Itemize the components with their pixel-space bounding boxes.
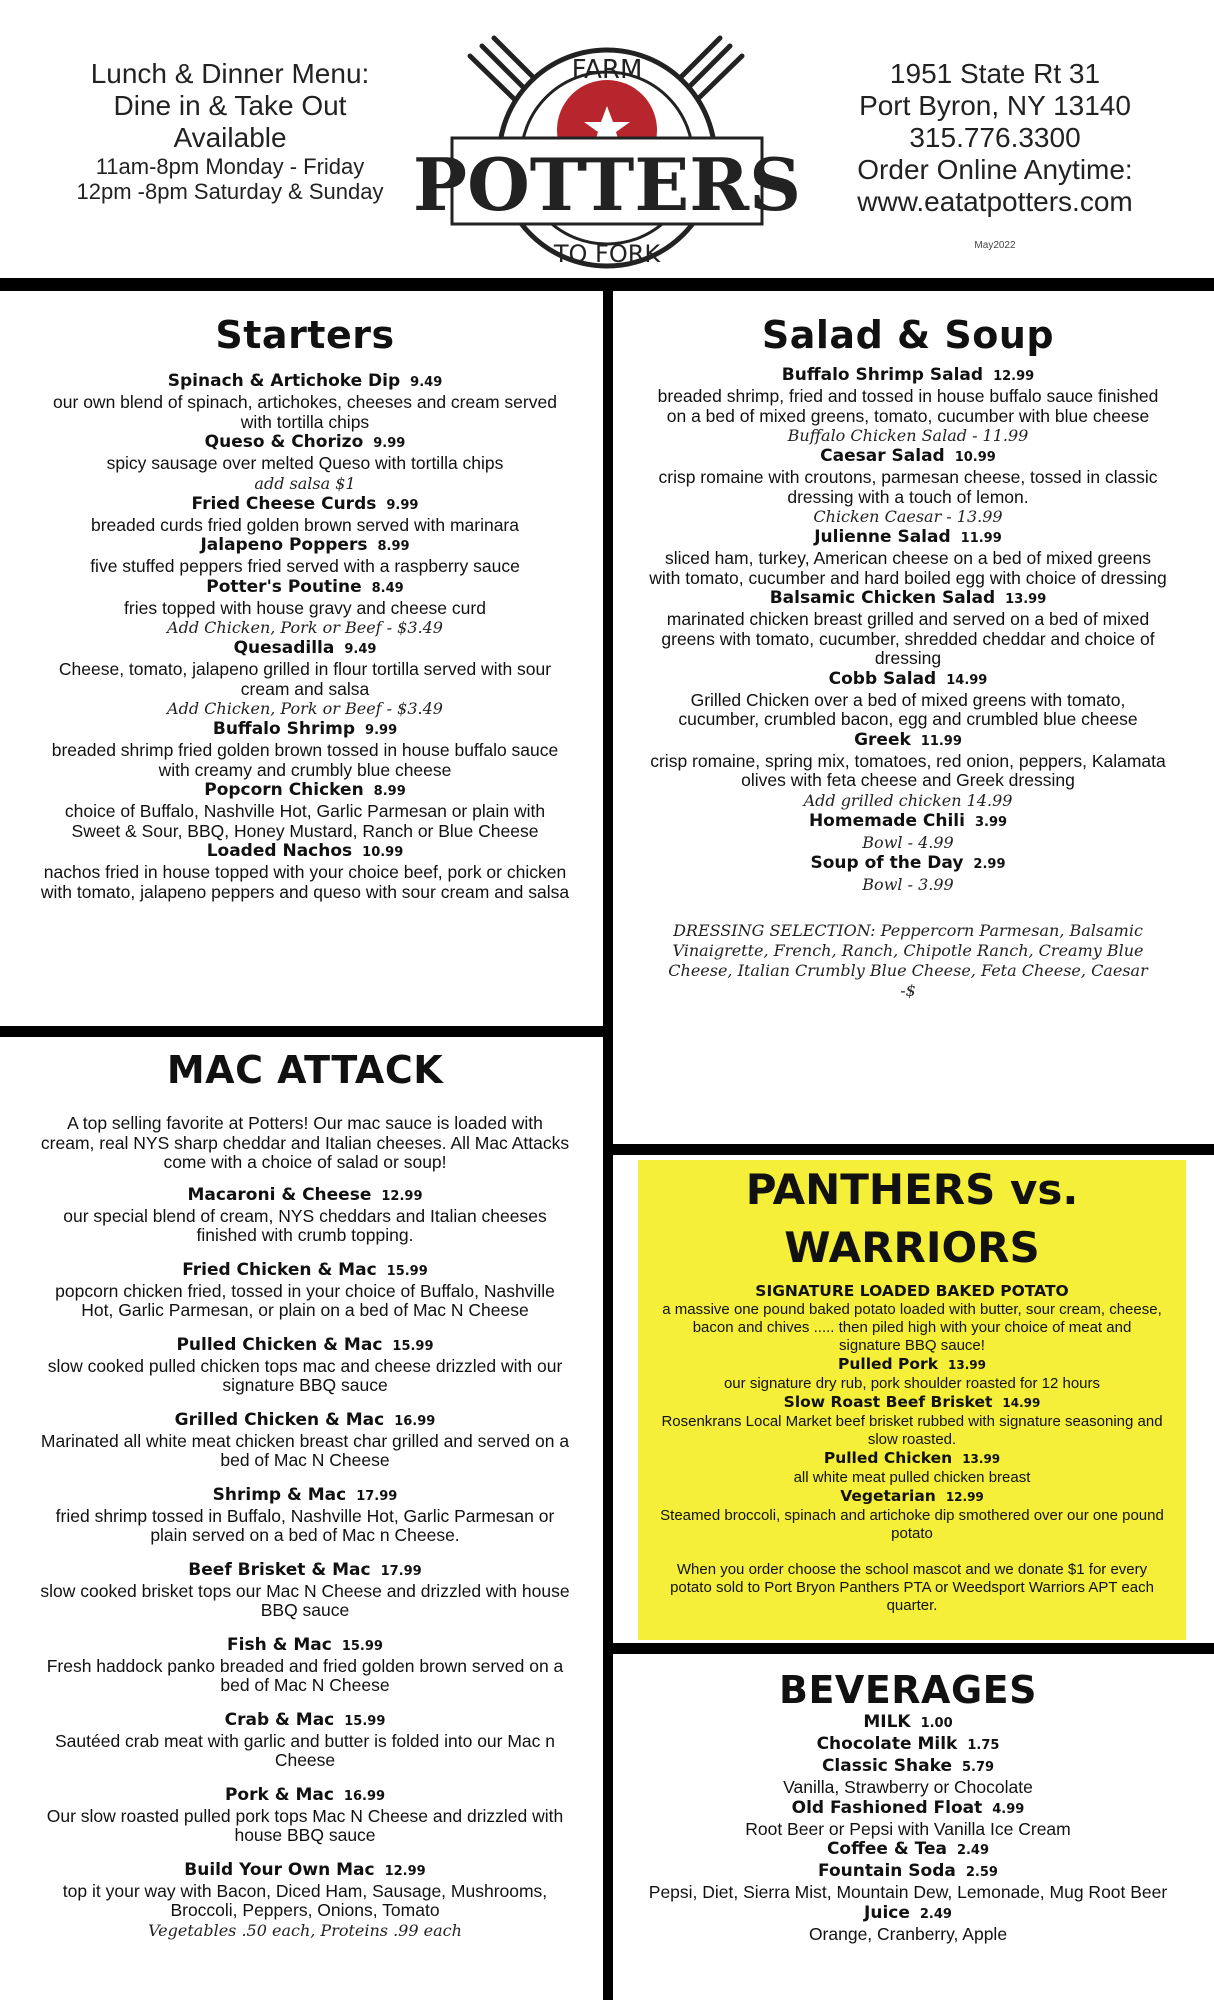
item-title: Grilled Chicken & Mac	[174, 1409, 385, 1430]
item-description: slow cooked pulled chicken tops mac and cheese drizzled with our signature BBQ sauce	[47, 1355, 563, 1395]
item-description: spicy sausage over melted Queso with tortilla chips	[106, 453, 504, 473]
item-name	[40, 1785, 570, 1807]
item-name	[40, 1635, 570, 1657]
menu-item	[648, 1861, 1168, 1903]
item-title: Shrimp & Mac	[212, 1484, 347, 1505]
dressing-selection: DRESSING SELECTION: Peppercorn Parmesan, Balsamic Vinaigrette, French, Ranch, Chipotle Ranch, Creamy Blue Cheese, Italian Crumbly Blue Cheese, Feta Cheese, Caesar -$	[668, 920, 1148, 1000]
divider	[0, 278, 1214, 291]
item-name	[40, 577, 570, 599]
item-name	[648, 1861, 1168, 1883]
item-description: crisp romaine, spring mix, tomatoes, red onion, peppers, Kalamata olives with feta cheese and Greek dressing	[650, 750, 1166, 790]
item-name	[40, 1560, 570, 1582]
item-description: marinated chicken breast grilled and served on a bed of mixed greens with tomato, cucumber, shredded cheddar and choice of dressing	[661, 609, 1155, 668]
city-line: Port Byron, NY 13140	[859, 90, 1131, 121]
item-price: 9.99	[373, 436, 406, 451]
item-note: Chicken Caesar - 13.99	[813, 507, 1003, 526]
item-price: 8.99	[377, 539, 410, 554]
menu-item	[660, 1282, 1164, 1355]
item-price: 11.99	[960, 531, 1002, 546]
item-description: breaded curds fried golden brown served with marinara	[90, 514, 519, 535]
menu-item	[40, 638, 570, 719]
item-name	[660, 1355, 1164, 1375]
logo-top-text: FARM	[571, 55, 643, 85]
item-title: Slow Roast Beef Brisket	[783, 1393, 993, 1411]
order-online-line: Order Online Anytime:	[857, 154, 1133, 185]
item-title: Macaroni & Cheese	[187, 1184, 372, 1205]
item-description: crisp romaine with croutons, parmesan cheese, tossed in classic dressing with a touch of lemon.	[658, 467, 1158, 507]
item-title: SIGNATURE LOADED BAKED POTATO	[755, 1282, 1069, 1300]
item-title: Pork & Mac	[224, 1784, 334, 1805]
item-description: fried shrimp tossed in Buffalo, Nashville Hot, Garlic Parmesan or plain served on a bed of Mac n Cheese.	[55, 1505, 555, 1545]
item-title: Pulled Pork	[838, 1355, 939, 1373]
item-price: 9.99	[386, 497, 419, 513]
item-price: 17.99	[380, 1563, 422, 1579]
item-description: slow cooked brisket tops our Mac N Cheese and drizzled with house BBQ sauce	[40, 1580, 570, 1620]
item-price: 4.99	[992, 1801, 1025, 1817]
item-price: 12.99	[384, 1863, 426, 1879]
item-title: Balsamic Chicken Salad	[769, 588, 996, 608]
section-title: MAC ATTACK	[166, 1048, 444, 1092]
item-name	[40, 1410, 570, 1432]
item-name	[648, 527, 1168, 549]
item-name	[40, 780, 570, 802]
menu-item	[40, 1860, 570, 1941]
menu-item	[40, 1335, 570, 1396]
item-title: Fried Chicken & Mac	[182, 1259, 377, 1280]
item-price: 9.49	[410, 375, 443, 390]
item-title: Fish & Mac	[227, 1634, 332, 1655]
item-name	[648, 730, 1168, 752]
item-name	[648, 588, 1168, 610]
item-description: Vanilla, Strawberry or Chocolate	[783, 1777, 1033, 1797]
website-link[interactable]: www.eatatpotters.com	[857, 186, 1133, 217]
address-line: 1951 State Rt 31	[889, 58, 1101, 89]
item-name	[660, 1449, 1164, 1469]
item-price: 15.99	[386, 1263, 428, 1279]
item-price: 9.49	[344, 642, 377, 657]
item-note: add salsa $1	[254, 473, 356, 493]
menu-item	[40, 1560, 570, 1621]
item-description: sliced ham, turkey, American cheese on a bed of mixed greens with tomato, cucumber and hard boiled egg with choice of dressing	[649, 548, 1167, 588]
item-title: Caesar Salad	[820, 446, 945, 466]
header-line: Lunch & Dinner Menu:	[90, 58, 370, 89]
item-price: 14.99	[1002, 1396, 1041, 1410]
item-title: Loaded Nachos	[206, 841, 353, 861]
logo-main-text: POTTERS	[412, 142, 802, 227]
item-title: Popcorn Chicken	[204, 780, 364, 800]
item-name	[40, 1485, 570, 1507]
menu-item	[648, 365, 1168, 446]
item-price: 15.99	[392, 1338, 434, 1354]
salad-list	[648, 365, 1168, 895]
item-title: Spinach & Artichoke Dip	[167, 371, 401, 391]
item-title: Queso & Chorizo	[204, 432, 364, 452]
item-description: fries topped with house gravy and cheese curd	[124, 597, 486, 618]
header-info	[40, 58, 420, 204]
menu-item	[648, 811, 1168, 853]
menu-item	[40, 1635, 570, 1696]
item-description: Sautéed crab meat with garlic and butter is folded into our Mac n Cheese	[55, 1730, 555, 1770]
item-note: Vegetables .50 each, Proteins .99 each	[148, 1920, 462, 1940]
item-description: Cheese, tomato, jalapeno grilled in flour tortilla served with sour cream and salsa	[58, 659, 552, 699]
menu-item	[648, 588, 1168, 669]
mac-list	[40, 1185, 570, 1941]
item-title: Cobb Salad	[828, 668, 937, 689]
item-price: 12.99	[993, 369, 1035, 384]
item-price: 8.49	[371, 580, 404, 596]
beverages-section	[648, 1668, 1168, 1944]
item-description: nachos fried in house topped with your choice beef, pork or chicken with tomato, jalapeno peppers and queso with sour cream and salsa	[40, 862, 570, 902]
menu-date: May2022	[974, 240, 1016, 251]
item-description: Fresh haddock panko breaded and fried golden brown served on a bed of Mac N Cheese	[46, 1655, 564, 1695]
item-title: Jalapeno Poppers	[200, 535, 368, 555]
header-line: Dine in & Take Out	[113, 90, 347, 121]
item-price: 13.99	[948, 1358, 986, 1372]
item-name	[40, 371, 570, 393]
menu-item	[660, 1393, 1164, 1449]
item-price: 8.99	[373, 784, 406, 799]
item-description: all white meat pulled chicken breast	[793, 1469, 1031, 1486]
item-note: Add Chicken, Pork or Beef - $3.49	[167, 618, 443, 637]
item-description: breaded shrimp fried golden brown tossed in house buffalo sauce with creamy and crumbly blue cheese	[51, 740, 559, 780]
item-price: 12.99	[381, 1188, 423, 1204]
item-title: Buffalo Shrimp	[212, 719, 356, 739]
starters-section	[40, 313, 570, 902]
item-name	[40, 719, 570, 741]
divider	[613, 1643, 1214, 1654]
item-name	[648, 1903, 1168, 1925]
item-price: 17.99	[356, 1488, 398, 1504]
item-price: 16.99	[394, 1413, 436, 1429]
menu-item	[40, 371, 570, 432]
item-name	[648, 446, 1168, 468]
item-description: Root Beer or Pepsi with Vanilla Ice Cream	[745, 1818, 1071, 1839]
item-description: breaded shrimp, fried and tossed in house buffalo sauce finished on a bed of mixed greens, tomato, cucumber with blue cheese	[657, 386, 1159, 426]
item-name	[40, 1860, 570, 1882]
item-description: Steamed broccoli, spinach and artichoke dip smothered over our one pound potato	[660, 1507, 1164, 1542]
divider	[603, 291, 613, 2000]
item-description: Our slow roasted pulled pork tops Mac N Cheese and drizzled with house BBQ sauce	[46, 1805, 564, 1845]
menu-item	[40, 780, 570, 841]
item-price: 2.49	[956, 1843, 990, 1858]
divider	[613, 1144, 1214, 1155]
item-price: 11.99	[920, 733, 962, 749]
item-price: 15.99	[341, 1638, 383, 1654]
item-title: Classic Shake	[821, 1756, 952, 1776]
mac-intro: A top selling favorite at Potters! Our mac sauce is loaded with cream, real NYS sharp cheddar and Italian cheeses. All Mac Attacks come with a choice of salad or soup!	[40, 1113, 570, 1172]
menu-item	[660, 1355, 1164, 1393]
item-price: 5.79	[961, 1760, 995, 1775]
item-title: Homemade Chili	[808, 810, 965, 831]
item-title: Crab & Mac	[224, 1709, 335, 1730]
item-name	[660, 1282, 1164, 1301]
item-title: Fountain Soda	[818, 1861, 956, 1881]
item-price: 3.99	[974, 814, 1008, 830]
item-price: 1.75	[967, 1738, 1000, 1753]
item-title: Potter's Poutine	[206, 576, 362, 597]
item-description: Pepsi, Diet, Sierra Mist, Mountain Dew, Lemonade, Mug Root Beer	[648, 1882, 1168, 1902]
menu-item	[648, 1903, 1168, 1945]
item-name	[40, 1185, 570, 1207]
item-title: Build Your Own Mac	[184, 1859, 375, 1880]
item-price: 1.00	[920, 1716, 953, 1731]
item-name	[648, 1756, 1168, 1778]
item-title: Buffalo Shrimp Salad	[781, 365, 984, 385]
item-title: Soup of the Day	[810, 852, 964, 873]
menu-item	[660, 1449, 1164, 1487]
hours-line: 11am-8pm Monday - Friday	[95, 154, 365, 179]
item-name	[648, 1798, 1168, 1820]
item-description: choice of Buffalo, Nashville Hot, Garlic Parmesan or plain with Sweet & Sour, BBQ, Honey Mustard, Ranch or Blue Cheese	[64, 801, 546, 841]
promo-list	[638, 1282, 1186, 1543]
item-title: Old Fashioned Float	[791, 1797, 983, 1818]
section-title: Starters	[215, 313, 395, 357]
item-title: Quesadilla	[233, 638, 335, 658]
item-name	[660, 1487, 1164, 1507]
item-name	[660, 1393, 1164, 1413]
item-description: our signature dry rub, pork shoulder roasted for 12 hours	[723, 1375, 1101, 1392]
salad-section	[648, 313, 1168, 1001]
item-price: 2.49	[919, 1906, 952, 1922]
item-description: our special blend of cream, NYS cheddars and Italian cheeses finished with crumb topping.	[63, 1205, 547, 1245]
menu-item	[40, 841, 570, 902]
item-title: Beef Brisket & Mac	[188, 1559, 371, 1580]
promo-box	[638, 1160, 1186, 1640]
item-name	[648, 1734, 1168, 1756]
item-description: our own blend of spinach, artichokes, cheeses and cream served with tortilla chips	[53, 392, 557, 432]
item-name	[40, 1260, 570, 1282]
menu-item	[648, 1839, 1168, 1861]
menu-item	[40, 1410, 570, 1471]
item-name	[40, 638, 570, 660]
item-note: Buffalo Chicken Salad - 11.99	[787, 426, 1029, 445]
section-title: Salad & Soup	[761, 313, 1055, 357]
menu-item	[648, 730, 1168, 811]
item-name	[648, 1839, 1168, 1861]
logo-bottom-text: TO FORK	[553, 240, 661, 268]
item-name	[648, 811, 1168, 833]
promo-title: WARRIORS	[784, 1223, 1040, 1272]
menu-item	[40, 577, 570, 639]
menu-item	[648, 853, 1168, 895]
item-description: popcorn chicken fried, tossed in your choice of Buffalo, Nashville Hot, Garlic Parmesan, or plain on a bed of Mac N Cheese	[55, 1280, 555, 1320]
hours-line: 12pm -8pm Saturday & Sunday	[76, 179, 384, 204]
item-price: 16.99	[343, 1788, 386, 1804]
menu-item	[648, 1712, 1168, 1734]
item-name	[648, 365, 1168, 387]
item-title: Pulled Chicken & Mac	[176, 1334, 383, 1355]
item-name	[40, 841, 570, 863]
item-title: Fried Cheese Curds	[191, 493, 377, 514]
menu-item	[648, 1734, 1168, 1756]
item-title: Coffee & Tea	[826, 1839, 947, 1859]
item-name	[40, 1335, 570, 1357]
item-price: 2.99	[973, 856, 1006, 872]
menu-item	[40, 535, 570, 577]
header-line: Available	[173, 122, 287, 153]
item-description: top it your way with Bacon, Diced Ham, Sausage, Mushrooms, Broccoli, Peppers, Onions, Tomato	[62, 1880, 548, 1920]
item-name	[648, 1712, 1168, 1734]
item-description: five stuffed peppers fried served with a raspberry sauce	[90, 556, 520, 576]
item-description: Marinated all white meat chicken breast char grilled and served on a bed of Mac N Cheese	[40, 1430, 570, 1470]
item-price: 13.99	[962, 1452, 1001, 1466]
item-title: Chocolate Milk	[816, 1734, 958, 1754]
menu-item	[648, 1756, 1168, 1798]
section-title: BEVERAGES	[779, 1668, 1037, 1712]
item-note: Add grilled chicken 14.99	[803, 790, 1013, 810]
item-price: 2.59	[965, 1865, 998, 1880]
item-price: 15.99	[344, 1713, 386, 1729]
item-price: 9.99	[365, 723, 398, 738]
menu-item	[648, 446, 1168, 527]
item-title: Juice	[864, 1902, 910, 1923]
promo-footer: When you order choose the school mascot and we donate $1 for every potato sold to Port Bryon Panthers PTA or Weedsport Warriors APT each quarter.	[670, 1561, 1154, 1614]
item-description: a massive one pound baked potato loaded with butter, sour cream, cheese, bacon and chives ..... then piled high with your choice of meat and signature BBQ sauce!	[662, 1301, 1162, 1354]
divider	[0, 1026, 603, 1037]
item-name	[648, 853, 1168, 875]
item-note: Bowl - 4.99	[862, 832, 954, 852]
potters-logo	[412, 38, 802, 278]
menu-item	[40, 432, 570, 494]
item-description: Rosenkrans Local Market beef brisket rubbed with signature seasoning and slow roasted.	[661, 1413, 1163, 1448]
menu-item	[648, 527, 1168, 588]
item-price: 12.99	[945, 1490, 984, 1504]
item-title: Julienne Salad	[814, 527, 951, 547]
menu-item	[40, 1785, 570, 1846]
phone-line: 315.776.3300	[909, 122, 1081, 153]
item-description: Grilled Chicken over a bed of mixed greens with tomato, cucumber, crumbled bacon, egg and crumbled blue cheese	[678, 689, 1138, 729]
item-title: Greek	[854, 729, 911, 750]
item-description: Orange, Cranberry, Apple	[808, 1923, 1008, 1944]
contact-info	[800, 58, 1190, 251]
item-name	[40, 1710, 570, 1732]
starters-list	[40, 371, 570, 902]
menu-item	[648, 669, 1168, 730]
promo-title: PANTHERS vs.	[745, 1165, 1079, 1214]
item-price: 13.99	[1005, 592, 1047, 607]
item-price: 10.99	[954, 450, 996, 465]
beverages-list	[648, 1712, 1168, 1944]
item-name	[648, 669, 1168, 691]
item-title: Pulled Chicken	[823, 1449, 953, 1467]
item-note: Add Chicken, Pork or Beef - $3.49	[167, 699, 443, 718]
menu-item	[648, 1798, 1168, 1840]
item-name	[40, 494, 570, 516]
menu-item	[40, 719, 570, 780]
item-title: Vegetarian	[840, 1487, 936, 1505]
item-price: 10.99	[362, 845, 404, 860]
menu-item	[660, 1487, 1164, 1543]
item-name	[40, 432, 570, 454]
item-note: Bowl - 3.99	[862, 874, 954, 894]
mac-section	[40, 1048, 570, 1941]
menu-item	[40, 494, 570, 536]
menu-item	[40, 1485, 570, 1546]
item-name	[40, 535, 570, 557]
item-price: 14.99	[946, 672, 988, 688]
menu-item	[40, 1260, 570, 1321]
item-title: MILK	[863, 1712, 911, 1732]
menu-item	[40, 1185, 570, 1246]
menu-item	[40, 1710, 570, 1771]
